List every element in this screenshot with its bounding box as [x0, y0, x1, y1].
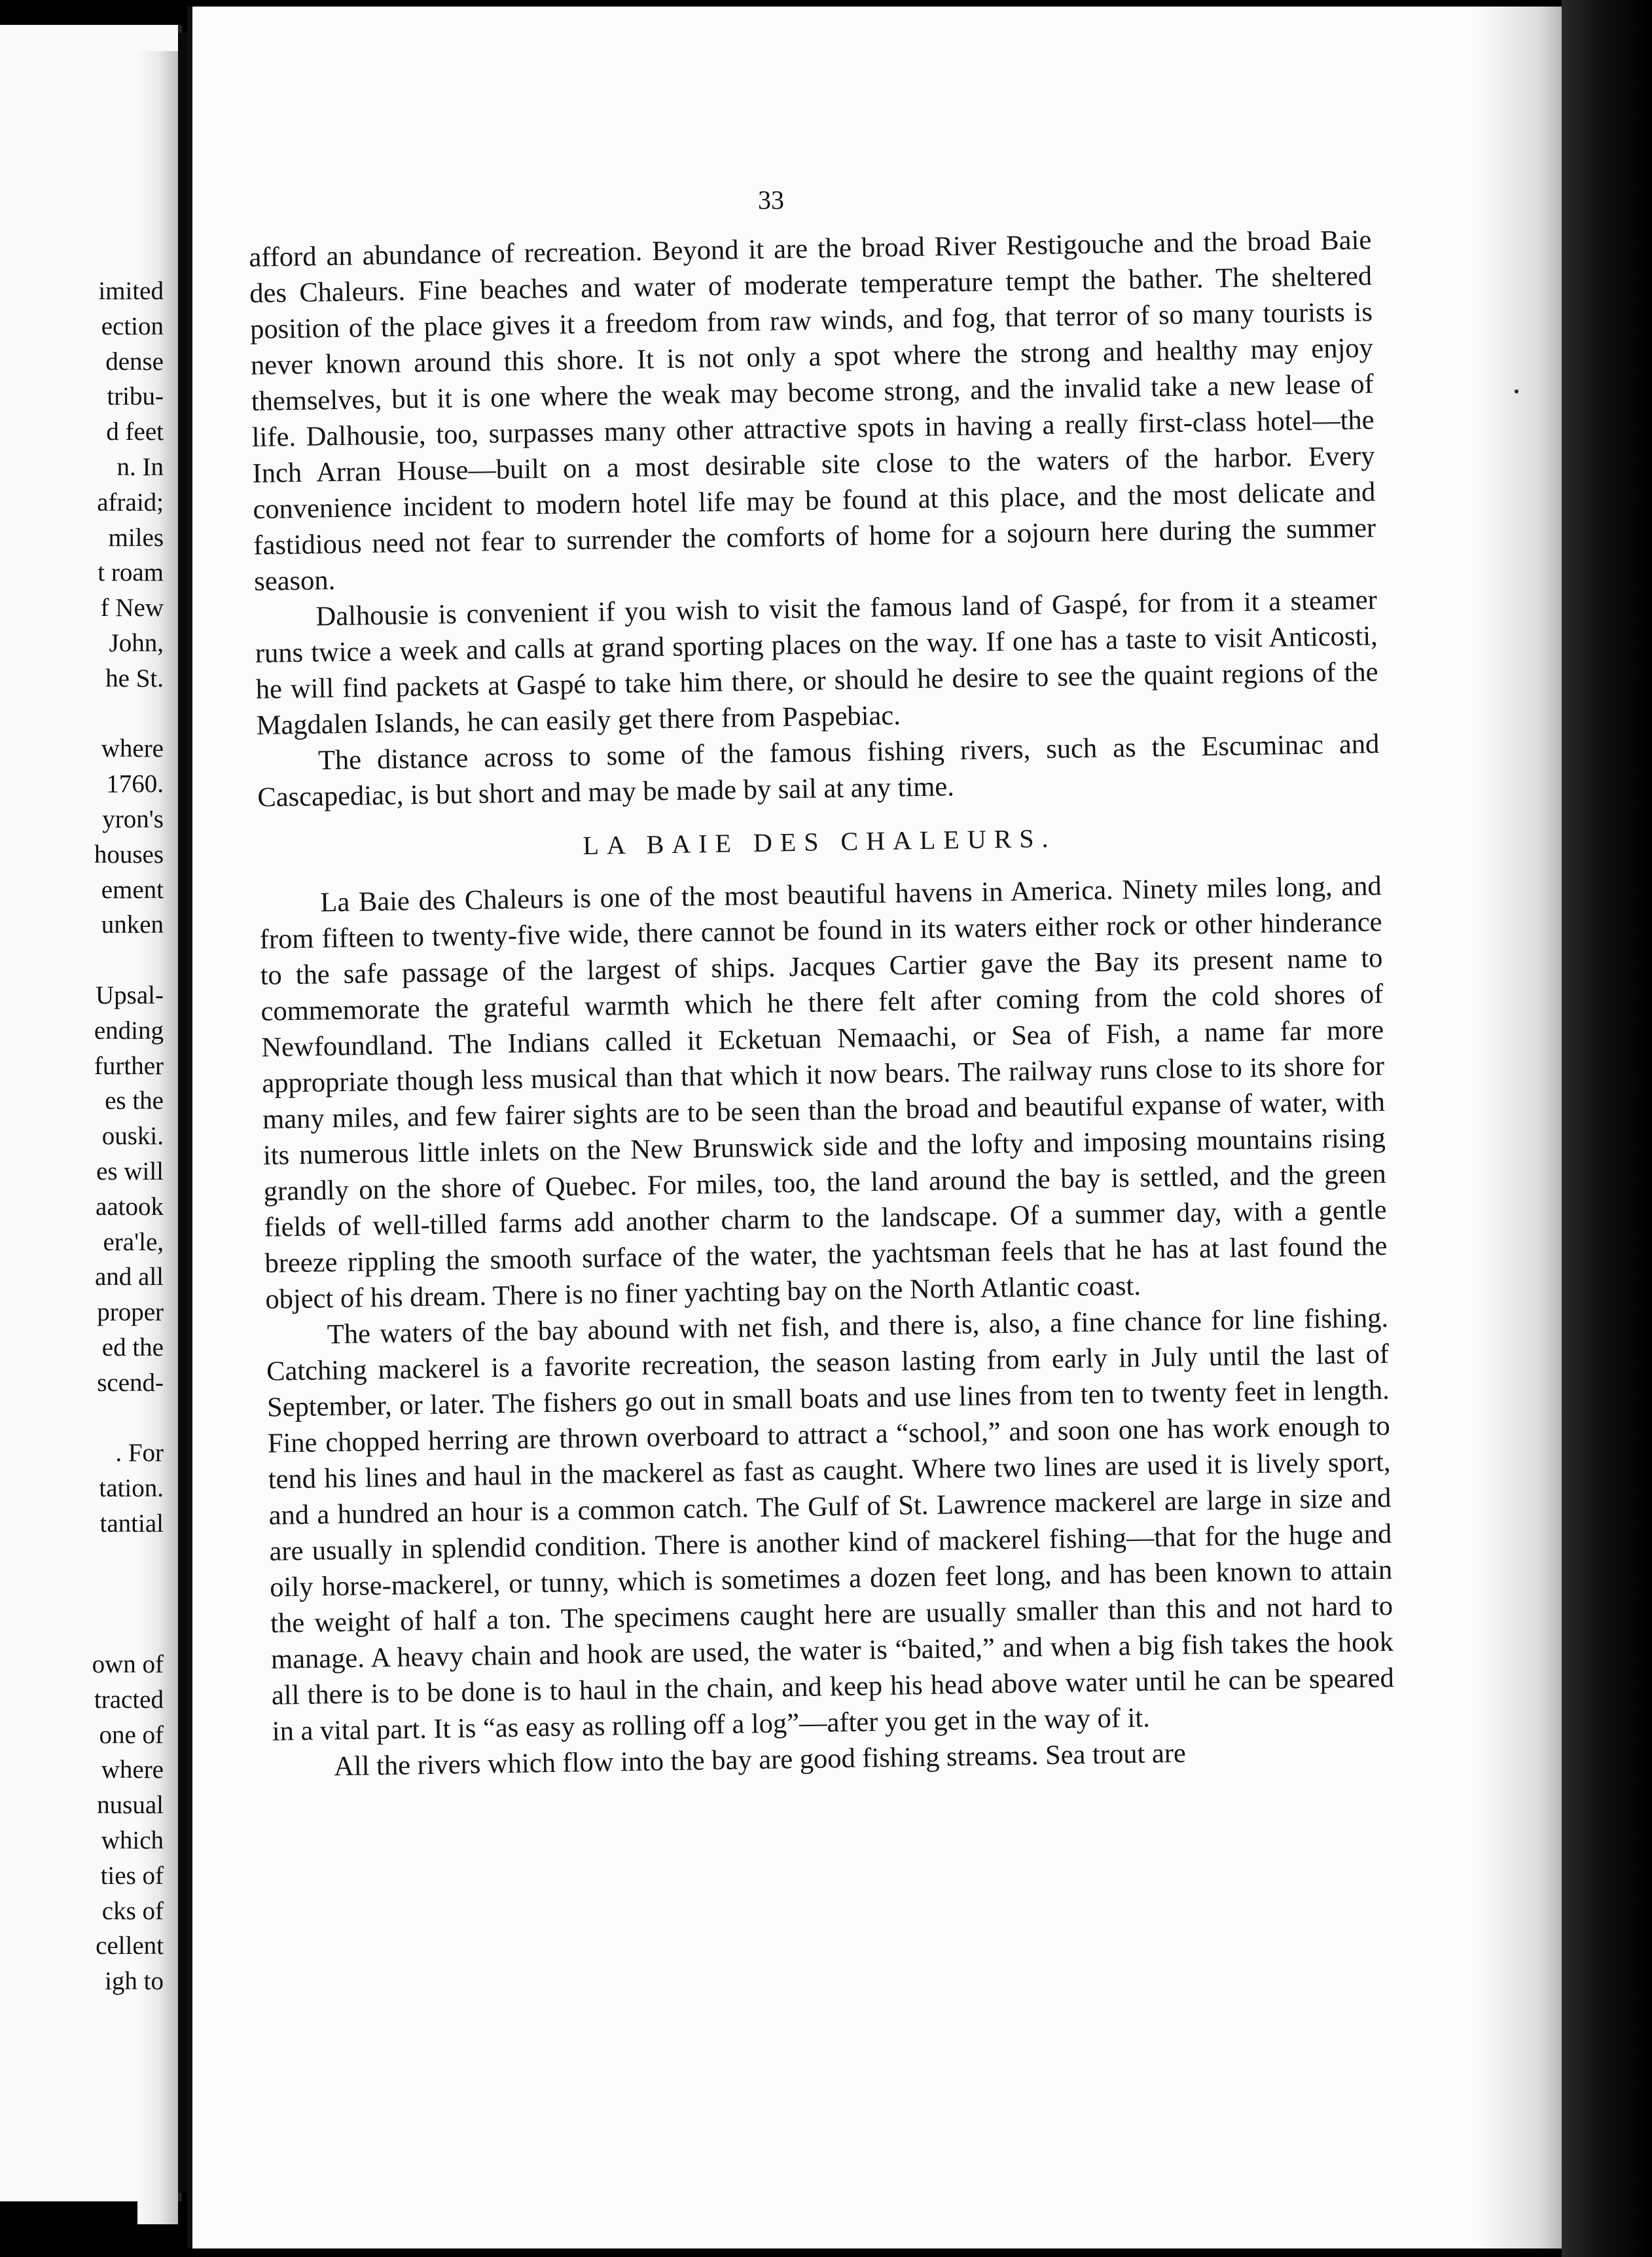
left-page-line: houses	[94, 840, 164, 869]
left-page-line: ending	[94, 1016, 164, 1045]
paragraph-dalhousie-recreation: afford an abundance of recreation. Beyond it are the broad River Restigouche and the broad Baie des Chaleurs. Fine beaches and water of moderate temperature tempt the bather. The sheltered position of the place gives it a freedom from raw winds, and fog, that terror of so many tourists is never known around this shore. It is not only a spot where the strong and healthy may enjoy themselves, but it is one where the weak may become strong, and the invalid take a new lease of life. Dalhousie, too, surpasses many other attractive spots in having a really first-class hotel—the Inch Arran House—built on a most desirable site close to the waters of the harbor. Every convenience incident to modern hotel life may be found at this place, and the most delicate and fastidious need not fear to surrender the comforts of home for a sojourn here during the summer season.	[249, 225, 1376, 597]
left-page-line: n. In	[117, 452, 164, 481]
left-page-line: tation.	[99, 1474, 164, 1503]
left-page-line: cks of	[101, 1896, 164, 1925]
left-page-line: and all	[94, 1263, 164, 1291]
left-page-line	[33, 943, 164, 978]
left-page	[0, 25, 182, 2201]
left-page-line: igh to	[105, 1967, 164, 1996]
left-page-line: t roam	[98, 558, 164, 587]
paragraph-mackerel-fishing: The waters of the bay abound with net fish, and there is, also, a fine chance for line fishing. Catching mackerel is a favorite recreation, the season lasting from early in July until the last of September, or later. The fishers go out in small boats and use lines from ten to twenty feet in length. Fine chopped herring are thrown overboard to attract a “school,” and soon one has work enough to tend his lines and haul in the mackerel as fast as caught. Where two lines are used it is lively sport, and a hundred an hour is a common catch. The Gulf of St. Lawrence mackerel are large in size and are usually in splendid condition. There is another kind of mackerel fishing—that for the huge and oily horse-mackerel, or tunny, which is sometimes a dozen feet long, and has been known to attain the weight of half a ton. The specimens caught here are usually smaller than this and not hard to manage. A heavy chain and hook are used, the water is “baited,” and when a big fish takes the hook all there is to be done is to haul in the chain, and keep his head above water until he can be speared in a vital part. It is “as easy as rolling off a log”—after you get in the way of it.	[266, 1302, 1395, 1747]
left-page-line	[33, 1542, 164, 1577]
paper-speck	[1515, 389, 1518, 393]
left-page-line: further	[94, 1051, 164, 1080]
left-page-line: tantial	[99, 1509, 164, 1538]
left-page-line: ection	[101, 312, 164, 340]
left-page-line: where	[101, 1756, 164, 1784]
left-page-line: tribu-	[107, 382, 164, 411]
left-page-line: aatook	[96, 1192, 164, 1221]
left-page-line: scend-	[97, 1368, 164, 1397]
left-page-line: John,	[109, 628, 164, 657]
section-title: LA BAIE DES CHALEURS.	[583, 823, 1056, 861]
left-page-line: one of	[99, 1720, 164, 1749]
page-body	[249, 222, 1395, 1786]
left-page-line: ouski.	[101, 1122, 164, 1151]
left-page-line: yron's	[102, 804, 164, 833]
left-page-line: . For	[115, 1439, 164, 1468]
paragraph-dalhousie-gaspe: Dalhousie is convenient if you wish to visit the famous land of Gaspé, for from it a steamer runs twice a week and calls at grand sporting places on the way. If one has a taste to visit Anticosti, he will find packets at Gaspé to take him there, or should he desire to see the quaint regions of the Magdalen Islands, he can easily get there from Paspebiac.	[255, 584, 1378, 741]
left-page-line: ties of	[100, 1861, 164, 1890]
left-page-line: miles	[108, 523, 164, 552]
left-page-line	[33, 1612, 164, 1647]
left-page-line: f New	[100, 594, 164, 623]
left-page-line: es the	[105, 1087, 164, 1115]
paragraph-rivers: All the rivers which flow into the bay are good fishing streams. Sea trout are	[333, 1737, 1187, 1782]
book-edge	[1562, 0, 1652, 2257]
left-page-line: d feet	[106, 418, 164, 446]
left-page-line: es will	[96, 1157, 164, 1185]
page-curl-shadow	[1475, 7, 1567, 2248]
left-page-line: imited	[98, 277, 164, 305]
left-page-line: era'le,	[103, 1227, 164, 1256]
left-page-line: afraid;	[97, 488, 164, 516]
left-page-line: Upsal-	[96, 981, 164, 1009]
left-page-line	[33, 1401, 164, 1436]
paragraph-fishing-rivers: The distance across to some of the famous fishing rivers, such as the Escuminac and Cascapediac, is but short and may be made by sail at any time.	[257, 728, 1380, 813]
left-page-line: ement	[101, 875, 164, 904]
left-page-line: which	[101, 1826, 164, 1855]
left-page-line: where	[101, 734, 164, 763]
left-page-line: unken	[101, 911, 164, 939]
left-page-line: he St.	[105, 664, 164, 693]
paragraph-baie-des-chaleurs: La Baie des Chaleurs is one of the most beautiful havens in America. Ninety miles long, and from fifteen to twenty-five wide, there cannot be found in its waters either rock or other hinderance to the safe passage of the largest of ships. Jacques Cartier gave the Bay its present name to commemorate the grateful warmth which he there felt after coming from the cold shores of Newfoundland. The Indians called it Ecketuan Nemaachi, or Sea of Fish, a name far more appropriate though less musical than that which it now bears. The railway runs close to its shore for many miles, and few fairer sights are to be seen than the broad and beautiful expanse of water, with its numerous little inlets on the New Brunswick side and the lofty and imposing mountains rising grandly on the shore of Quebec. For miles, too, the land around the bay is settled, and the green fields of well-tilled farms add another charm to the landscape. Of a summer day, with a gentle breeze rippling the smooth surface of the water, the yachtsman feels that he has at last found the object of his dream. There is no finer yachting bay on the North Atlantic coast.	[259, 870, 1388, 1315]
left-page-line: tracted	[94, 1685, 164, 1714]
left-page-text-fragments	[33, 274, 164, 1999]
page-number: 33	[758, 185, 784, 215]
left-page-line: proper	[97, 1298, 164, 1327]
left-page-line: cellent	[96, 1932, 164, 1960]
left-page-line: 1760.	[106, 770, 164, 799]
left-page-line: ed the	[101, 1333, 164, 1362]
left-page-line: own of	[92, 1650, 164, 1679]
left-page-line	[33, 1576, 164, 1612]
left-page-line: nusual	[97, 1791, 164, 1820]
left-page-line	[33, 696, 164, 732]
left-page-line: dense	[105, 347, 164, 376]
